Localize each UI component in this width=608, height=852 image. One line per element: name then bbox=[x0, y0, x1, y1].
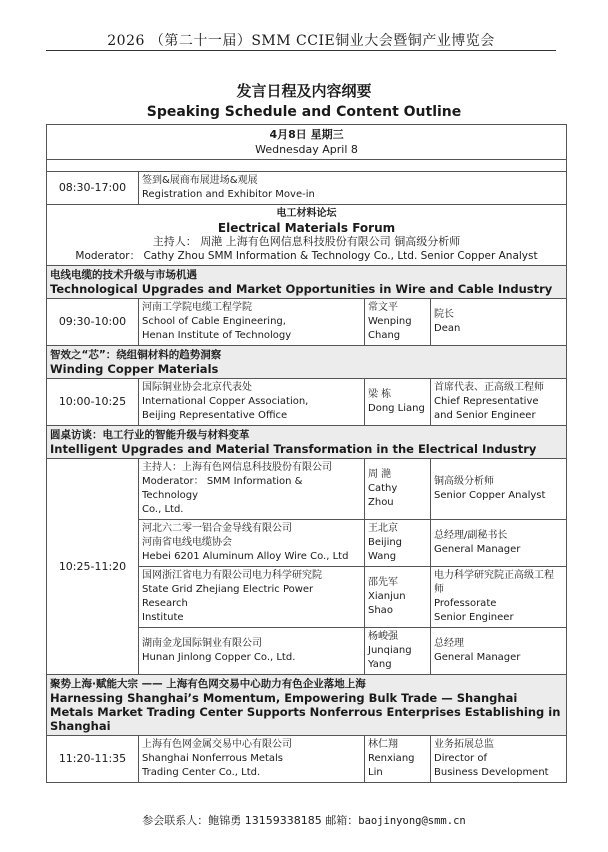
name-line: Renxiang bbox=[368, 753, 415, 764]
name-line: Lin bbox=[368, 767, 383, 778]
header-divider bbox=[46, 50, 556, 51]
role-line: Director of bbox=[434, 753, 487, 764]
name-line: Dong Liang bbox=[368, 403, 425, 414]
role-line: 总经理 bbox=[434, 638, 464, 649]
role-line: Senior Engineer bbox=[434, 612, 514, 623]
role-line: 院长 bbox=[434, 309, 454, 320]
role-line: Professorate bbox=[434, 598, 497, 609]
speaker-row bbox=[47, 379, 567, 426]
org-line: Hebei 6201 Aluminum Alloy Wire Co., Ltd bbox=[142, 551, 349, 562]
org-cell bbox=[139, 567, 365, 628]
forum-host-en: Moderator： Cathy Zhou SMM Information & Technology Co., Ltd. Senior Copper Analyst bbox=[75, 250, 538, 262]
name-line: Xianjun bbox=[368, 591, 406, 602]
forum-cell bbox=[47, 205, 567, 266]
name-line: Yang bbox=[368, 659, 392, 670]
org-line: 国际铜业协会北京代表处 bbox=[142, 382, 252, 393]
time-cell: 10:00-10:25 bbox=[47, 379, 139, 426]
role-line: General Manager bbox=[434, 652, 521, 663]
name-cell bbox=[365, 379, 431, 426]
role-line: General Manager bbox=[434, 544, 521, 555]
name-line: Wang bbox=[368, 551, 397, 562]
role-cell bbox=[431, 736, 567, 783]
document-header: 2026 （第二十一届）SMM CCIE铜业大会暨铜产业博览会 bbox=[107, 33, 495, 49]
role-line: 总经理/副秘书长 bbox=[434, 530, 508, 541]
forum-title-cn: 电工材料论坛 bbox=[276, 208, 337, 219]
role-cell bbox=[431, 299, 567, 346]
time-cell: 11:20-11:35 bbox=[47, 736, 139, 783]
forum-row bbox=[47, 205, 567, 266]
name-cell bbox=[365, 520, 431, 567]
org-line: Moderator： SMM Information & Technology bbox=[142, 476, 303, 501]
org-line: 湖南金龙国际铜业有限公司 bbox=[142, 638, 262, 649]
org-line: Co., Ltd. bbox=[142, 504, 184, 515]
name-cell bbox=[365, 459, 431, 520]
role-line: Dean bbox=[434, 323, 461, 334]
name-line: 周 滟 bbox=[368, 469, 392, 480]
org-line: 河南工学院电缆工程学院 bbox=[142, 302, 252, 313]
org-line: School of Cable Engineering, bbox=[142, 316, 286, 327]
role-cell bbox=[431, 379, 567, 426]
role-cell bbox=[431, 520, 567, 567]
org-cell bbox=[139, 520, 365, 567]
section-header-row bbox=[47, 675, 567, 736]
panel-row bbox=[47, 459, 567, 520]
name-cell bbox=[365, 736, 431, 783]
registration-en: Registration and Exhibitor Move-in bbox=[142, 189, 315, 200]
role-line: Chief Representative bbox=[434, 396, 539, 407]
role-cell bbox=[431, 567, 567, 628]
org-cell bbox=[139, 379, 365, 426]
contact-email[interactable]: baojinyong@smm.cn bbox=[358, 815, 466, 827]
registration-cn: 签到&展商布展进场&观展 bbox=[142, 175, 258, 186]
registration-row bbox=[47, 172, 567, 205]
speaker-row bbox=[47, 299, 567, 346]
org-line: Henan Institute of Technology bbox=[142, 330, 292, 341]
section-title-cell bbox=[47, 675, 567, 736]
section-header-row bbox=[47, 266, 567, 299]
role-line: 铜高级分析师 bbox=[434, 476, 494, 487]
schedule-table bbox=[46, 124, 567, 783]
role-line: and Senior Engineer bbox=[434, 410, 536, 421]
name-line: 邵先军 bbox=[368, 577, 398, 588]
section-header-row bbox=[47, 426, 567, 459]
org-cell bbox=[139, 628, 365, 675]
spacer-row bbox=[47, 160, 567, 172]
org-cell bbox=[139, 736, 365, 783]
speaker-row bbox=[47, 736, 567, 783]
section-title-en: Harnessing Shanghai’s Momentum, Empowering Bulk Trade — Shanghai Metals Market Trading Center Supports Nonferrous Enterprises Establishing in Shanghai bbox=[50, 691, 561, 733]
role-line: 首席代表、正高级工程师 bbox=[434, 382, 544, 393]
spacer-cell bbox=[47, 160, 567, 172]
name-cell bbox=[365, 567, 431, 628]
name-cell bbox=[365, 628, 431, 675]
role-line: 电力科学研究院正高级工程 bbox=[434, 570, 554, 581]
name-line: 王北京 bbox=[368, 523, 398, 534]
contact-label: 参会联系人：鲍锦勇 13159338185 邮箱： bbox=[142, 814, 359, 827]
time-cell: 09:30-10:00 bbox=[47, 299, 139, 346]
forum-title-en: Electrical Materials Forum bbox=[217, 221, 396, 235]
date-en: Wednesday April 8 bbox=[255, 143, 358, 156]
section-title-cell bbox=[47, 346, 567, 379]
org-line: Hunan Jinlong Copper Co., Ltd. bbox=[142, 652, 296, 663]
section-title-cn: 聚势上海·赋能大宗 —— 上海有色网交易中心助力有色企业落地上海 bbox=[50, 678, 366, 690]
org-cell bbox=[139, 299, 365, 346]
org-line: 河北六二零一铝合金导线有限公司 bbox=[142, 523, 292, 534]
date-cn: 4月8日 星期三 bbox=[269, 128, 344, 141]
forum-host-cn: 主持人： 周滟 上海有色网信息科技股份有限公司 铜高级分析师 bbox=[152, 235, 461, 248]
org-line: International Copper Association, bbox=[142, 396, 309, 407]
role-line: 业务拓展总监 bbox=[434, 739, 494, 750]
name-line: Shao bbox=[368, 605, 393, 616]
name-line: Chang bbox=[368, 330, 401, 341]
section-title-cell bbox=[47, 266, 567, 299]
name-line: 林仁翔 bbox=[368, 739, 398, 750]
org-line: 国网浙江省电力有限公司电力科学研究院 bbox=[142, 570, 322, 581]
org-cell bbox=[139, 459, 365, 520]
role-cell bbox=[431, 459, 567, 520]
role-cell bbox=[431, 628, 567, 675]
org-line: 河南省电线电缆协会 bbox=[142, 537, 232, 548]
name-line: Wenping bbox=[368, 316, 412, 327]
name-line: Cathy bbox=[368, 483, 398, 494]
name-line: 梁 栋 bbox=[368, 389, 392, 400]
role-line: Senior Copper Analyst bbox=[434, 490, 546, 501]
name-line: 常文平 bbox=[368, 302, 398, 313]
name-line: Beijing bbox=[368, 537, 403, 548]
registration-cell bbox=[139, 172, 567, 205]
org-line: Institute bbox=[142, 612, 184, 623]
org-line: 主持人：上海有色网信息科技股份有限公司 bbox=[142, 462, 332, 473]
name-line: 杨峻强 bbox=[368, 631, 398, 642]
org-line: State Grid Zhejiang Electric Power Research bbox=[142, 584, 314, 609]
org-line: 上海有色网金属交易中心有限公司 bbox=[142, 739, 292, 750]
section-title-cn: 智效之“芯”：绕组铜材料的趋势洞察 bbox=[50, 349, 222, 361]
name-cell bbox=[365, 299, 431, 346]
section-title-en: Winding Copper Materials bbox=[50, 362, 219, 376]
section-title-cn: 圆桌访谈：电工行业的智能升级与材料变革 bbox=[50, 429, 250, 441]
title-english: Speaking Schedule and Content Outline bbox=[146, 104, 462, 120]
section-title-cn: 电线电缆的技术升级与市场机遇 bbox=[50, 269, 197, 281]
section-title-cell bbox=[47, 426, 567, 459]
title-chinese: 发言日程及内容纲要 bbox=[236, 82, 372, 100]
time-cell: 08:30-17:00 bbox=[47, 172, 139, 205]
section-header-row bbox=[47, 346, 567, 379]
section-title-en: Intelligent Upgrades and Material Transformation in the Electrical Industry bbox=[50, 442, 537, 456]
section-title-en: Technological Upgrades and Market Opportunities in Wire and Cable Industry bbox=[50, 282, 553, 296]
role-line: Business Development bbox=[434, 767, 549, 778]
date-cell bbox=[47, 125, 567, 160]
name-line: Zhou bbox=[368, 497, 394, 508]
date-row bbox=[47, 125, 567, 160]
org-line: Beijing Representative Office bbox=[142, 410, 288, 421]
name-line: Junqiang bbox=[368, 645, 412, 656]
role-line: 师 bbox=[434, 584, 444, 595]
contact-footer bbox=[0, 812, 608, 828]
org-line: Shanghai Nonferrous Metals bbox=[142, 753, 284, 764]
org-line: Trading Center Co., Ltd. bbox=[142, 767, 261, 778]
time-cell: 10:25-11:20 bbox=[47, 459, 139, 675]
